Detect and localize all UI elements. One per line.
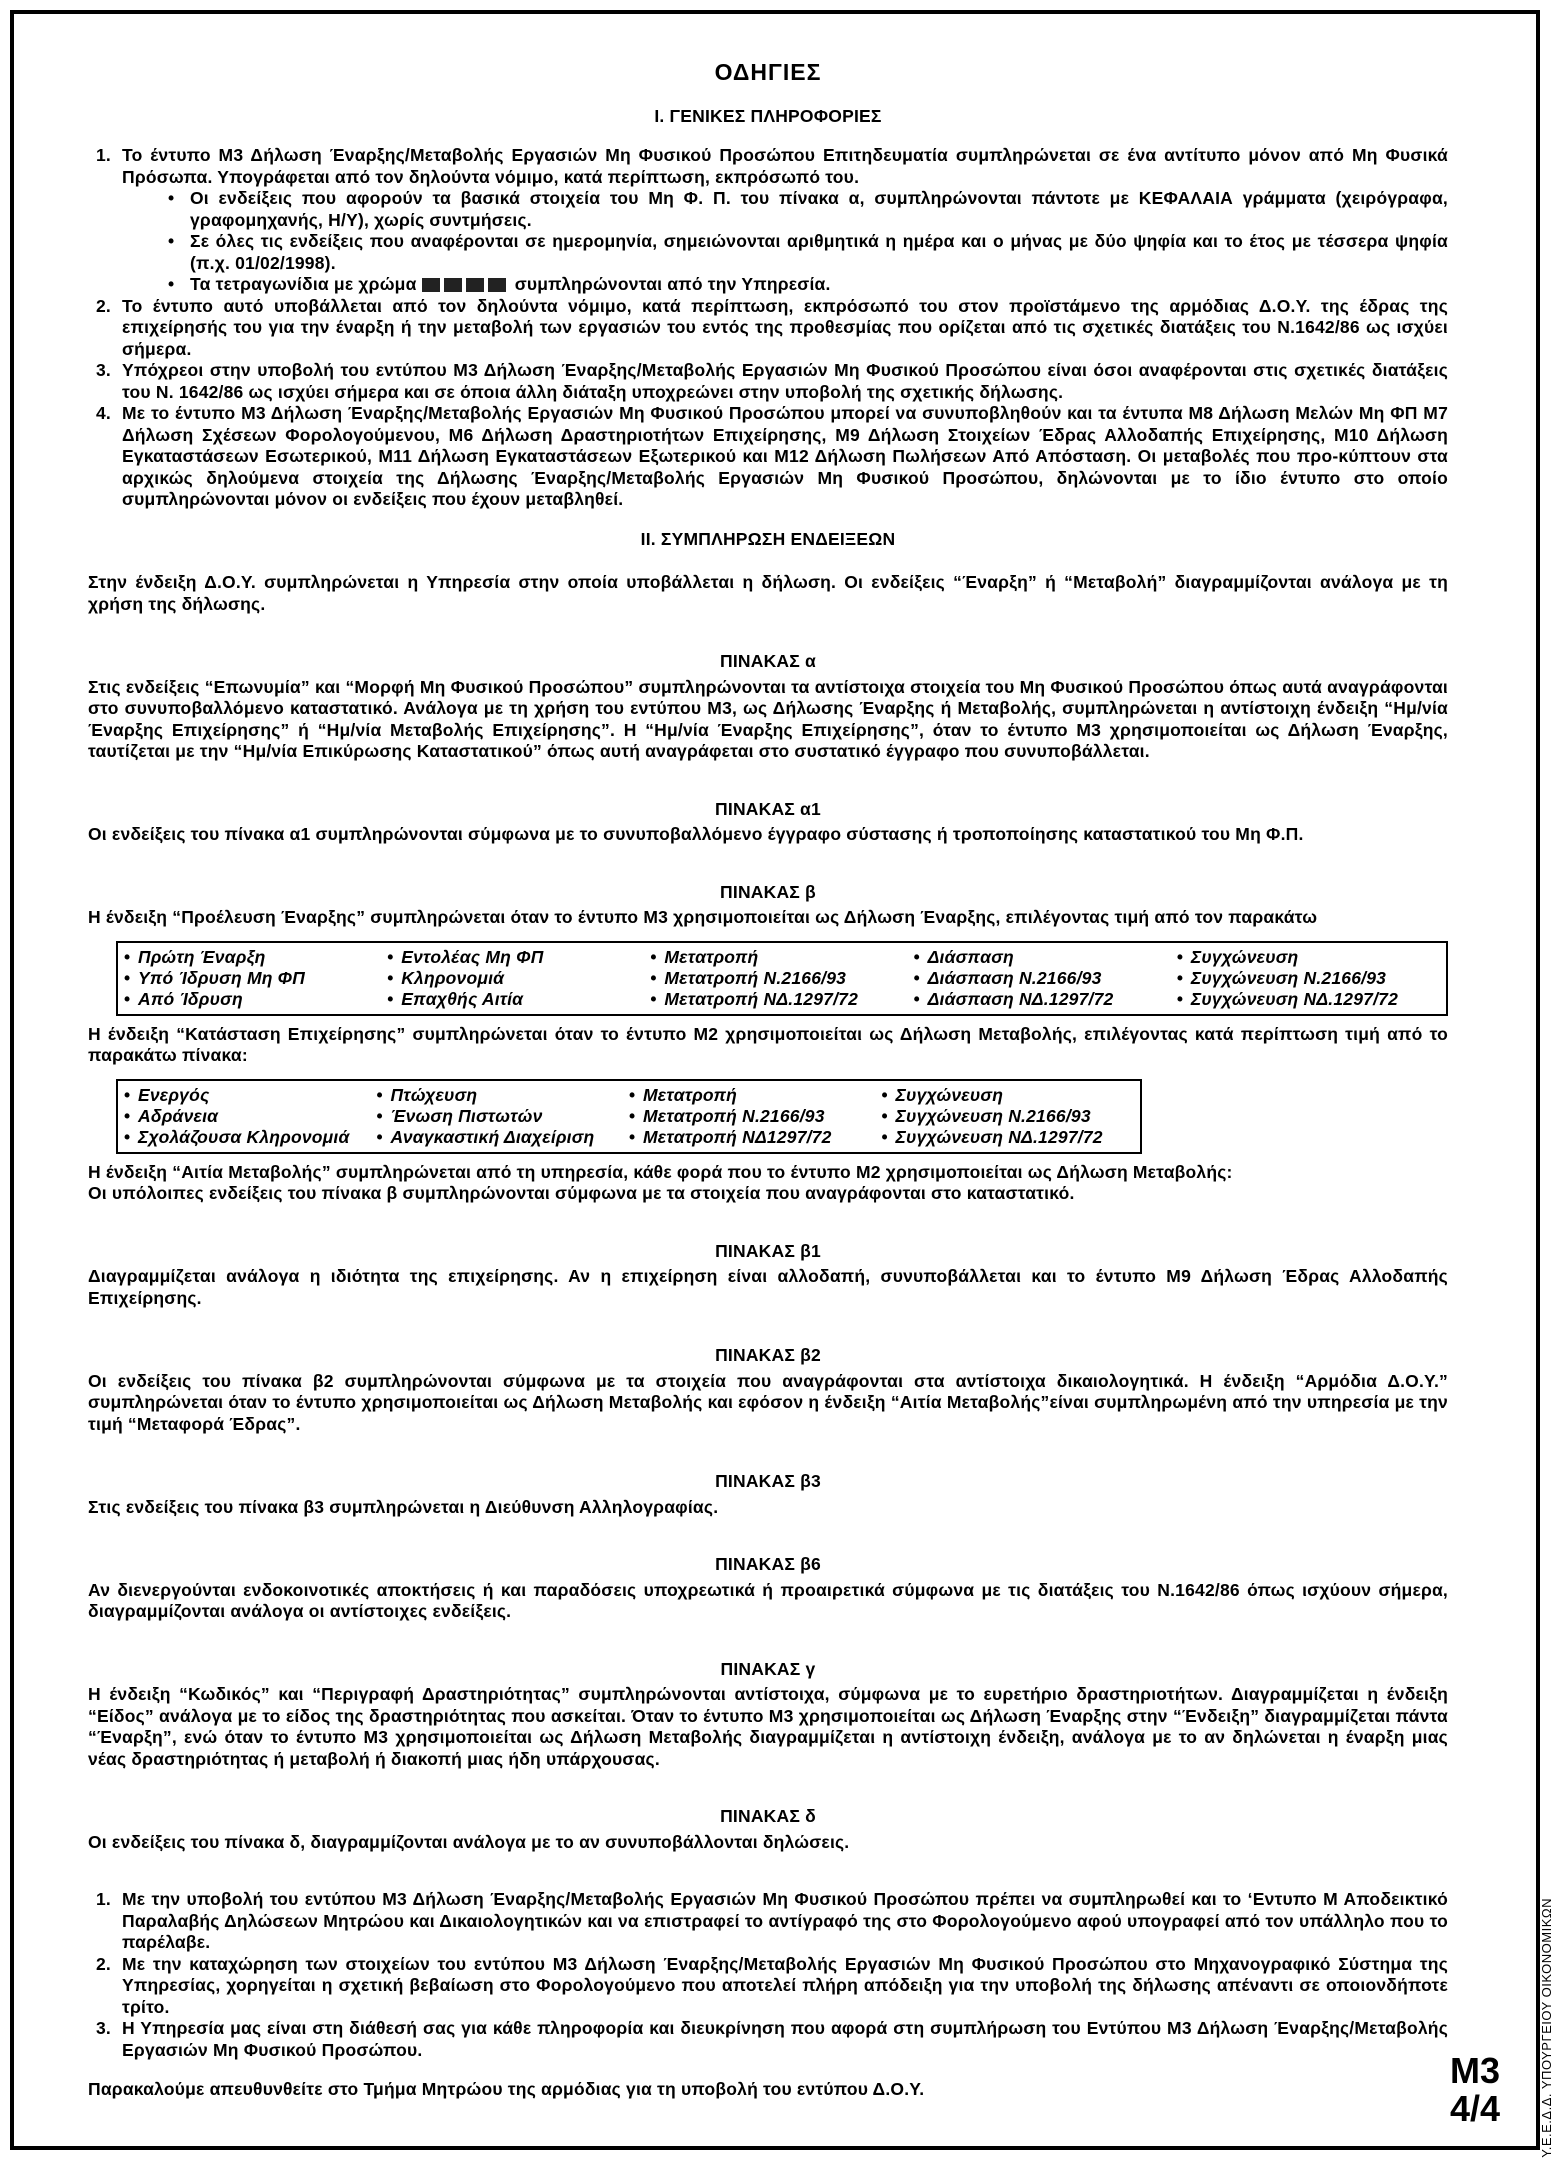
option-item: • Συγχώνευση — [1177, 947, 1440, 968]
option-item: • Μετατροπή Ν.2166/93 — [650, 968, 913, 989]
item-text: Το έντυπο Μ3 Δήλωση Έναρξης/Μεταβολής Εργασιών Μη Φυσικού Προσώπου Επιτηδευματία συμπληρώνεται σε ένα αντίτυπο μόνον από Μη Φυσικά Πρόσωπα. Υπογράφεται από τον δηλούντα νόμιμο, κατά περίπτωση, εκπρόσωπό του. — [122, 145, 1448, 187]
paragraph: Οι ενδείξεις του πίνακα α1 συμπληρώνονται σύμφωνα με το συνυποβαλλόμενο έγγραφο σύστασης ή τροποποίησης καταστατικού του Μη Φ.Π. — [88, 824, 1304, 844]
bullet-item — [168, 274, 1448, 296]
bullet-list — [122, 188, 1448, 296]
list-item: 2. Το έντυπο αυτό υποβάλλεται από τον δηλούντα νόμιμο, κατά περίπτωση, εκπρόσωπό του στον προϊστάμενο της αρμόδιας Δ.Ο.Υ. της έδρας της επιχείρησής του για την έναρξη ή την μεταβολή των εργασιών του εντός της προθεσμίας που ορίζεται από τις σχετικές διατάξεις του Ν.1642/86 ως ισχύει σήμερα. — [116, 296, 1448, 361]
bullet-text: συμπληρώνονται από την Υπηρεσία. — [514, 274, 831, 294]
page-title: ΟΔΗΓΙΕΣ — [714, 59, 822, 85]
heading: ΠΙΝΑΚΑΣ β6 — [715, 1554, 821, 1574]
paragraph: Στις ενδείξεις του πίνακα β3 συμπληρώνεται η Διεύθυνση Αλληλογραφίας. — [88, 1496, 719, 1517]
list-item: 2. Με την καταχώρηση των στοιχείων του εντύπου Μ3 Δήλωση Έναρξης/Μεταβολής Εργασιών Μη Φυσικού Προσώπου στο Μηχανογραφικό Σύστημα της Υπηρεσίας, χορηγείται η σχετική βεβαίωση στο Φορολογούμενο που αποτελεί πλήρη απόδειξη για την υποβολή της δήλωσης απέναντι σε οποιονδήποτε τρίτο. — [116, 1954, 1448, 2019]
option-item: • Διάσπαση — [914, 947, 1177, 968]
status-options-box — [116, 1079, 1142, 1154]
form-code: Μ3 — [1449, 2050, 1500, 2091]
options-column — [629, 1085, 882, 1148]
option-item: • Ένωση Πιστωτών — [377, 1106, 630, 1127]
heading: ΠΙΝΑΚΑΣ β — [720, 881, 816, 902]
page-number: 4/4 — [1449, 2088, 1500, 2129]
form-code-block — [1450, 2052, 1500, 2128]
list-item — [116, 145, 1448, 296]
closing-note: Παρακαλούμε απευθυνθείτε στο Τμήμα Μητρώου της αρμόδιας για τη υποβολή του εντύπου Δ.Ο.Υ. — [88, 2079, 925, 2099]
paragraph: Διαγραμμίζεται ανάλογα η ιδιότητα της επιχείρησης. Αν η επιχείρηση είναι αλλοδαπή, συνυποβάλλεται και το έντυπο Μ9 Δήλωση Έδρας Αλλοδαπής Επιχείρησης. — [88, 1266, 1448, 1308]
option-item: • Πρώτη Έναρξη — [124, 947, 387, 968]
paragraph: Αν διενεργούνται ενδοκοινοτικές αποκτήσεις ή και παραδόσεις υποχρεωτικά ή προαιρετικά σύμφωνα με τις διατάξεις του Ν.1642/86 όπως ισχύουν σήμερα, διαγραμμίζονται ανάλογα οι αντίστοιχες ενδείξεις. — [88, 1579, 1448, 1621]
paragraph: Η ένδειξη “Προέλευση Έναρξης” συμπληρώνεται όταν το έντυπο Μ3 χρησιμοποιείται ως Δήλωση Έναρξης, επιλέγοντας τιμή από τον παρακάτω — [88, 907, 1318, 927]
option-item: • Μετατροπή — [650, 947, 913, 968]
options-column — [124, 947, 387, 1010]
section-general: I. ΓΕΝΙΚΕΣ ΠΛΗΡΟΦΟΡΙΕΣ — [654, 105, 882, 126]
option-item: • Μετατροπή Ν.2166/93 — [629, 1106, 882, 1127]
options-column — [124, 1085, 377, 1148]
option-item: • Ενεργός — [124, 1085, 377, 1106]
instructions-content — [88, 60, 1448, 2101]
option-item: • Διάσπαση Ν.2166/93 — [914, 968, 1177, 989]
options-column — [1177, 947, 1440, 1010]
list-item: 1. Με την υποβολή του εντύπου Μ3 Δήλωση Έναρξης/Μεταβολής Εργασιών Μη Φυσικού Προσώπου πρέπει να συμπληρωθεί και το ‘Εντυπο Μ Αποδεικτικό Παραλαβής Δηλώσεων Μητρώου και Δικαιολογητικών και να επιστραφεί το αντίγραφό της στο Φορολογούμενο αφού υπογραφεί από τον υπάλληλο που το παρέλαβε. — [116, 1889, 1448, 1954]
heading: ΠΙΝΑΚΑΣ α — [720, 651, 816, 671]
heading: ΠΙΝΑΚΑΣ β3 — [715, 1471, 821, 1491]
heading: ΠΙΝΑΚΑΣ β2 — [715, 1345, 821, 1365]
paragraph: Οι υπόλοιπες ενδείξεις του πίνακα β συμπληρώνονται σύμφωνα με τα στοιχεία που αναγράφονται στο καταστατικό. — [88, 1183, 1075, 1203]
options-column — [387, 947, 650, 1010]
option-item: • Συγχώνευση ΝΔ.1297/72 — [882, 1127, 1135, 1148]
section-fill: II. ΣΥΜΠΛΗΡΩΣΗ ΕΝΔΕΙΞΕΩΝ — [640, 528, 896, 549]
final-list — [88, 1889, 1448, 2061]
paragraph: Στην ένδειξη Δ.Ο.Υ. συμπληρώνεται η Υπηρεσία στην οποία υποβάλλεται η δήλωση. Οι ενδείξεις “Έναρξη” ή “Μεταβολή” διαγραμμίζονται ανάλογα με τη χρήση της δήλωσης. — [88, 572, 1448, 614]
options-column — [377, 1085, 630, 1148]
side-note: Υ.Ε.Ε.Δ.Δ. ΥΠΟΥΡΓΕΙΟΥ ΟΙΚΟΝΟΜΙΚΩΝ — [1539, 1898, 1554, 2158]
option-item: • Αδράνεια — [124, 1106, 377, 1127]
shaded-box-icon — [422, 278, 510, 292]
option-item: • Εντολέας Μη ΦΠ — [387, 947, 650, 968]
origin-options-box — [116, 941, 1448, 1016]
paragraph: Η ένδειξη “Αιτία Μεταβολής” συμπληρώνεται από τη υπηρεσία, κάθε φορά που το έντυπο Μ2 χρησιμοποιείται ως Δήλωση Μεταβολής: — [88, 1161, 1233, 1182]
bullet-text: Τα τετραγωνίδια με χρώμα — [190, 274, 417, 294]
option-item: • Επαχθής Αιτία — [387, 989, 650, 1010]
paragraph: Η ένδειξη “Κωδικός” και “Περιγραφή Δραστηριότητας” συμπληρώνονται αντίστοιχα, σύμφωνα με το ευρετήριο δραστηριοτήτων. Διαγραμμίζεται η ένδειξη “Είδος” ανάλογα με το είδος της δραστηριότητας που ασκείται. Όταν το έντυπο Μ3 χρησιμοποιείται ως Δήλωση Έναρξης στην “Ένδειξη” διαγραμμίζεται πάντα “Έναρξη”, ενώ όταν το έντυπο Μ3 χρησιμοποιείται ως Δήλωση Μεταβολής διαγραμμίζεται η αντίστοιχη ένδειξη, ανάλογα με το αν δηλώνεται η έναρξη μιας νέας δραστηριότητας ή μεταβολή ή διακοπή μιας ήδη υπάρχουσας. — [88, 1684, 1448, 1769]
option-item: • Σχολάζουσα Κληρονομιά — [124, 1127, 377, 1148]
option-item: • Υπό Ίδρυση Μη ΦΠ — [124, 968, 387, 989]
option-item: • Από Ίδρυση — [124, 989, 387, 1010]
bullet-item: • Οι ενδείξεις που αφορούν τα βασικά στοιχεία του Μη Φ. Π. του πίνακα α, συμπληρώνονται πάντοτε με ΚΕΦΑΛΑΙΑ γράμματα (χειρόγραφα, γραφομηχανής, Η/Υ), χωρίς συντμήσεις. — [168, 188, 1448, 231]
option-item: • Κληρονομιά — [387, 968, 650, 989]
paragraph: Η ένδειξη “Κατάσταση Επιχείρησης” συμπληρώνεται όταν το έντυπο Μ2 χρησιμοποιείται ως Δήλωση Μεταβολής, επιλέγοντας κατά περίπτωση τιμή από το παρακάτω πίνακα: — [88, 1023, 1448, 1065]
heading: ΠΙΝΑΚΑΣ γ — [720, 1658, 816, 1679]
option-item: • Συγχώνευση Ν.2166/93 — [1177, 968, 1440, 989]
option-item: • Διάσπαση ΝΔ.1297/72 — [914, 989, 1177, 1010]
paragraph: Στις ενδείξεις “Επωνυμία” και “Μορφή Μη Φυσικού Προσώπου” συμπληρώνονται τα αντίστοιχα στοιχεία του Μη Φυσικού Προσώπου όπως αυτά αναγράφονται στο συνυποβαλλόμενο καταστατικό. Ανάλογα με τη χρήση του εντύπου Μ3, ως Δήλωσης Έναρξης ή Μεταβολής, συμπληρώνεται η αντίστοιχη ένδειξη “Ημ/νία Έναρξης Επιχείρησης” ή “Ημ/νία Μεταβολής Επιχείρησης”. Η “Ημ/νία Έναρξης Επιχείρησης”, όταν το έντυπο Μ3 χρησιμοποιείται ως Δήλωση Έναρξης, ταυτίζεται με την “Ημ/νία Επικύρωσης Καταστατικού” όπως αυτή αναγράφεται στο συστατικό έγγραφο που συνυποβάλλεται. — [88, 676, 1448, 761]
option-item: • Συγχώνευση ΝΔ.1297/72 — [1177, 989, 1440, 1010]
option-item: • Μετατροπή — [629, 1085, 882, 1106]
list-item: 4. Με το έντυπο Μ3 Δήλωση Έναρξης/Μεταβολής Εργασιών Μη Φυσικού Προσώπου μπορεί να συνυποβληθούν και τα έντυπα Μ8 Δήλωση Μελών Μη ΦΠ Μ7 Δήλωση Σχέσεων Φορολογούμενου, Μ6 Δήλωση Δραστηριοτήτων Επιχείρησης, Μ9 Δήλωση Στοιχείων Έδρας Αλλοδαπής Επιχείρησης, Μ10 Δήλωση Εγκαταστάσεων Εσωτερικού, Μ11 Δήλωση Εγκαταστάσεων Εξωτερικού και Μ12 Δήλωση Πωλήσεων Από Απόσταση. Οι μεταβολές που προ-κύπτουν στα αρχικώς δηλούμενα στοιχεία της Δήλωσης Έναρξης/Μεταβολής Εργασιών Μη Φυσικού Προσώπου, δηλώνονται με το ίδιο έντυπο στο οποίο συμπληρώνονται μόνον οι ενδείξεις που έχουν μεταβληθεί. — [116, 403, 1448, 511]
list-item: 3. Η Υπηρεσία μας είναι στη διάθεσή σας για κάθε πληροφορία και διευκρίνηση που αφορά στη συμπλήρωση του Εντύπου Μ3 Δήλωση Έναρξης/Μεταβολής Εργασιών Μη Φυσικού Προσώπου. — [116, 2018, 1448, 2061]
heading: ΠΙΝΑΚΑΣ δ — [720, 1806, 816, 1826]
options-column — [914, 947, 1177, 1010]
option-item: • Πτώχευση — [377, 1085, 630, 1106]
option-item: • Μετατροπή ΝΔ1297/72 — [629, 1127, 882, 1148]
option-item: • Μετατροπή ΝΔ.1297/72 — [650, 989, 913, 1010]
option-item: • Συγχώνευση — [882, 1085, 1135, 1106]
option-item: • Αναγκαστική Διαχείριση — [377, 1127, 630, 1148]
general-list — [88, 145, 1448, 511]
paragraph: Οι ενδείξεις του πίνακα β2 συμπληρώνονται σύμφωνα με τα στοιχεία που αναγράφονται στα αντίστοιχα δικαιολογητικά. Η ένδειξη “Αρμόδια Δ.Ο.Υ.” συμπληρώνεται όταν το έντυπο χρησιμοποιείται ως Δήλωση Μεταβολής και εφόσον η ένδειξη “Αιτία Μεταβολής”είναι συμπληρωμένη από την υπηρεσία με την τιμή “Μεταφορά Έδρας”. — [88, 1370, 1448, 1434]
list-item: 3. Υπόχρεοι στην υποβολή του εντύπου Μ3 Δήλωση Έναρξης/Μεταβολής Εργασιών Μη Φυσικού Προσώπου είναι όσοι αναφέρονται στις σχετικές διατάξεις του Ν. 1642/86 ως ισχύει σήμερα και σε όποια άλλη διάταξη υποχρεώνει στην υποβολή της σχετικής δήλωσης. — [116, 360, 1448, 403]
option-item: • Συγχώνευση Ν.2166/93 — [882, 1106, 1135, 1127]
heading: ΠΙΝΑΚΑΣ β1 — [715, 1240, 821, 1261]
heading: ΠΙΝΑΚΑΣ α1 — [715, 798, 821, 819]
options-column — [882, 1085, 1135, 1148]
bullet-item: • Σε όλες τις ενδείξεις που αναφέρονται σε ημερομηνία, σημειώνονται αριθμητικά η ημέρα και ο μήνας με δύο ψηφία και το έτος με τέσσερα ψηφία (π.χ. 01/02/1998). — [168, 231, 1448, 274]
options-column — [650, 947, 913, 1010]
paragraph: Οι ενδείξεις του πίνακα δ, διαγραμμίζονται ανάλογα με το αν συνυποβάλλονται δηλώσεις. — [88, 1831, 850, 1852]
